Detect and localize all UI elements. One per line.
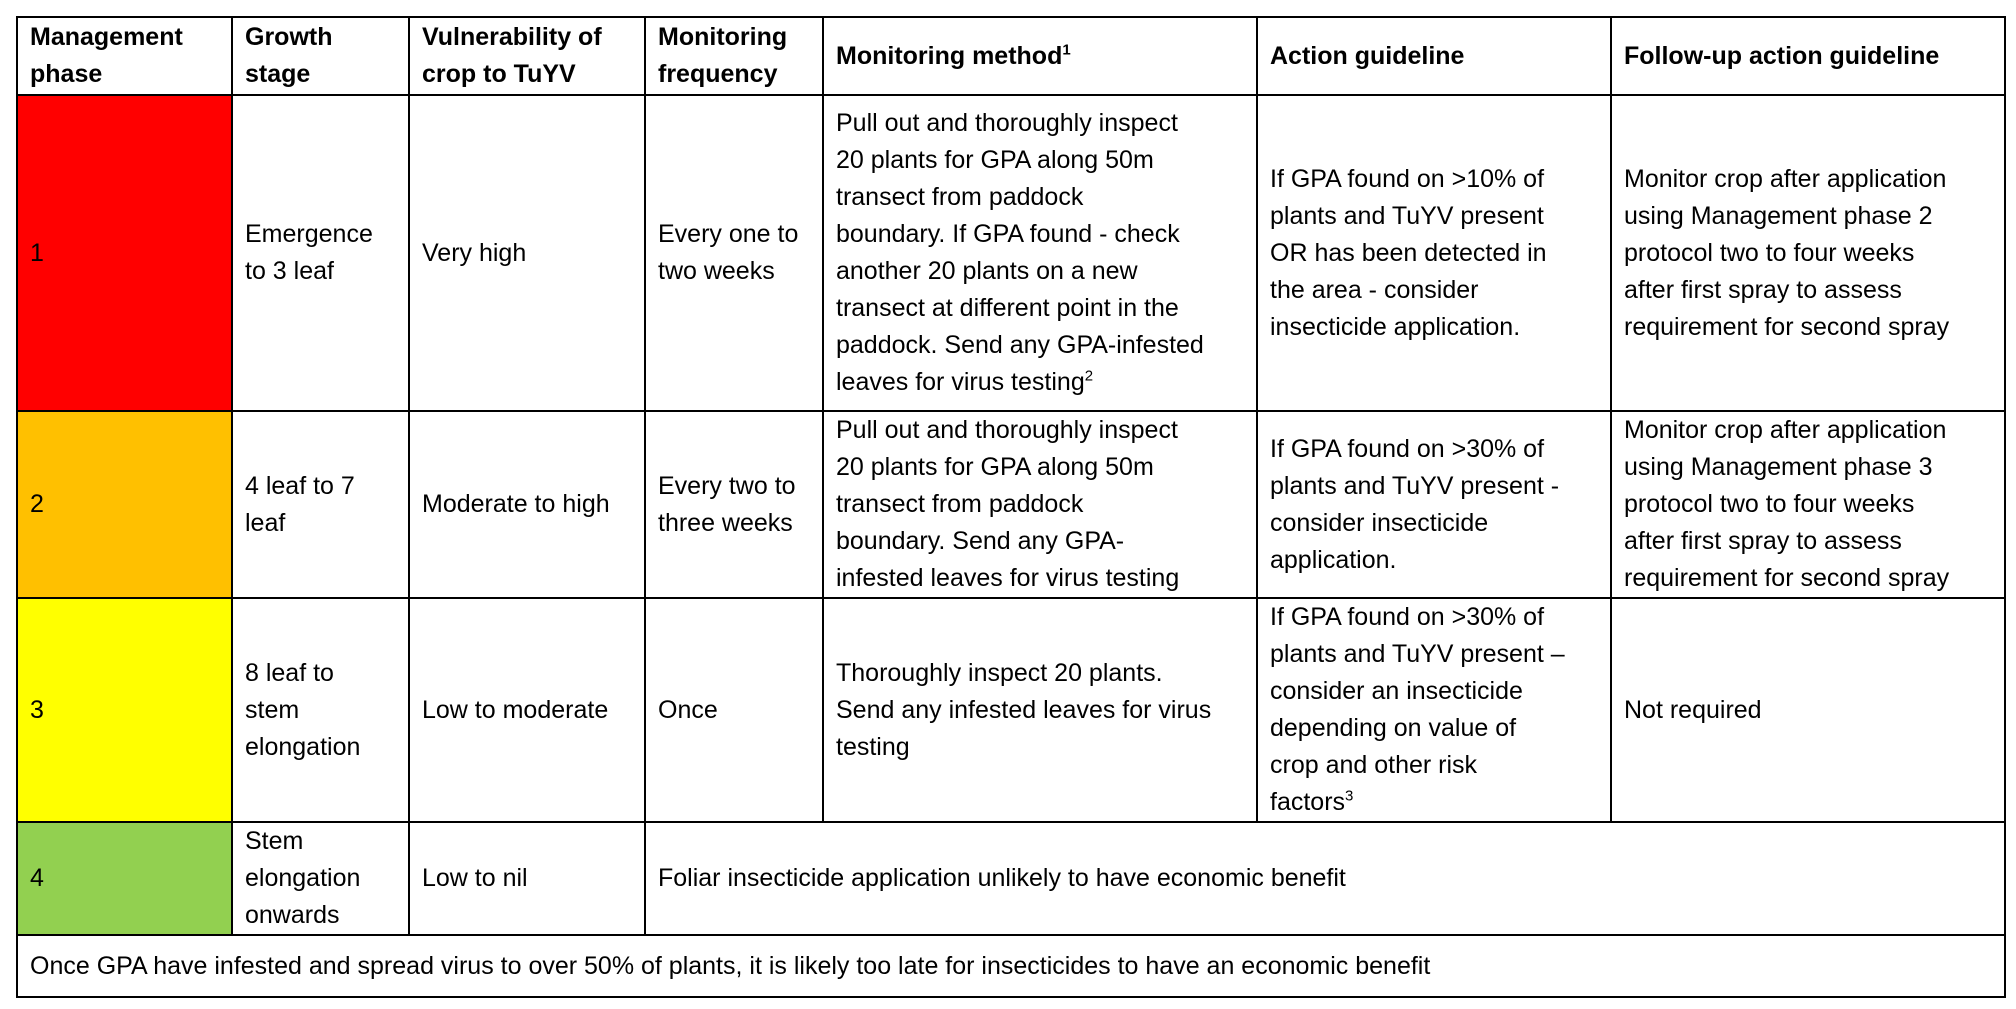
header-monitoring-method: Monitoring method$^1$ xyxy=(823,17,1257,95)
table-row xyxy=(17,598,2005,822)
header-monitoring-frequency: Monitoring frequency xyxy=(645,17,823,95)
management-table xyxy=(16,16,2006,998)
monitoring-method-cell: Thoroughly inspect 20 plants. Send any infested leaves for virus testing xyxy=(823,598,1257,822)
header-management-phase: Management phase xyxy=(17,17,232,95)
merged-guideline-cell: Foliar insecticide application unlikely to have economic benefit xyxy=(645,822,2005,935)
phase-cell: 4 xyxy=(17,822,232,935)
header-row xyxy=(17,17,2005,95)
vulnerability-cell: Moderate to high xyxy=(409,411,645,598)
action-guideline-cell: If GPA found on >10% of plants and TuYV present OR has been detected in the area - consider insecticide application. xyxy=(1257,95,1611,411)
phase-cell: 1 xyxy=(17,95,232,411)
header-followup-guideline: Follow-up action guideline xyxy=(1611,17,2005,95)
action-guideline-cell: If GPA found on >30% of plants and TuYV present – consider an insecticide depending on value of crop and other risk factors$^3$ xyxy=(1257,598,1611,822)
header-action-guideline: Action guideline xyxy=(1257,17,1611,95)
monitoring-frequency-cell: Once xyxy=(645,598,823,822)
growth-stage-cell: 4 leaf to 7 leaf xyxy=(232,411,409,598)
phase-cell: 3 xyxy=(17,598,232,822)
vulnerability-cell: Low to nil xyxy=(409,822,645,935)
table-row xyxy=(17,411,2005,598)
header-vulnerability: Vulnerability of crop to TuYV xyxy=(409,17,645,95)
action-guideline-cell: If GPA found on >30% of plants and TuYV present - consider insecticide application. xyxy=(1257,411,1611,598)
monitoring-method-cell: Pull out and thoroughly inspect 20 plants for GPA along 50m transect from paddock boundary. Send any GPA- infested leaves for virus testing xyxy=(823,411,1257,598)
vulnerability-cell: Very high xyxy=(409,95,645,411)
table-row xyxy=(17,95,2005,411)
footnote-marker: 1 xyxy=(1062,41,1071,59)
growth-stage-cell: Emergence to 3 leaf xyxy=(232,95,409,411)
footnote-marker: 2 xyxy=(1084,367,1094,385)
phase-cell: 2 xyxy=(17,411,232,598)
vulnerability-cell: Low to moderate xyxy=(409,598,645,822)
growth-stage-cell: 8 leaf to stem elongation xyxy=(232,598,409,822)
header-growth-stage: Growth stage xyxy=(232,17,409,95)
monitoring-frequency-cell: Every two to three weeks xyxy=(645,411,823,598)
growth-stage-cell: Stem elongation onwards xyxy=(232,822,409,935)
footnote-marker: 3 xyxy=(1345,787,1354,805)
followup-guideline-cell: Monitor crop after application using Management phase 2 protocol two to four weeks after first spray to assess requirement for second spray xyxy=(1611,95,2005,411)
table-row xyxy=(17,822,2005,935)
monitoring-frequency-cell: Every one to two weeks xyxy=(645,95,823,411)
footer-row xyxy=(17,935,2005,997)
followup-guideline-cell: Monitor crop after application using Management phase 3 protocol two to four weeks after first spray to assess requirement for second spray xyxy=(1611,411,2005,598)
monitoring-method-cell: Pull out and thoroughly inspect 20 plants for GPA along 50m transect from paddock boundary. If GPA found - check another 20 plants on a new transect at different point in the paddock. Send any GPA-infested leaves for virus testing$^2$ xyxy=(823,95,1257,411)
followup-guideline-cell: Not required xyxy=(1611,598,2005,822)
footer-note: Once GPA have infested and spread virus to over 50% of plants, it is likely too late for insecticides to have an economic benefit xyxy=(17,935,2005,997)
